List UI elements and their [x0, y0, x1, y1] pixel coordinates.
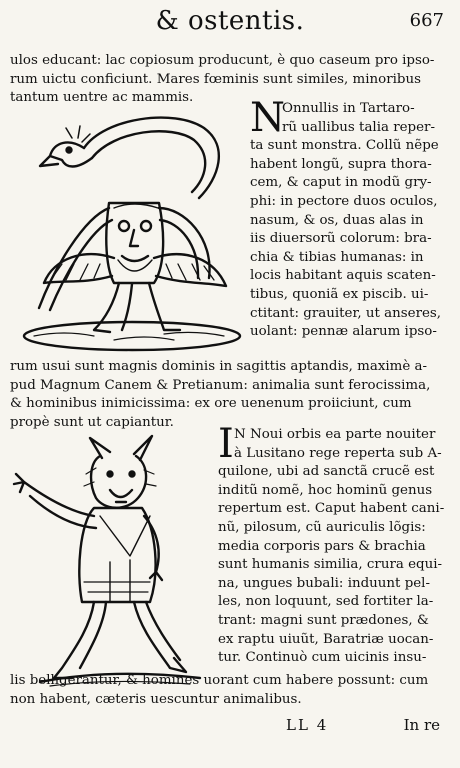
text-line: Onnullis in Tartaro- [282, 101, 415, 116]
signature-mark: LL 4 [286, 716, 329, 734]
text-line: repertum est. Caput habent cani- [218, 501, 445, 517]
dog-headed-man-woodcut-icon [10, 432, 210, 694]
text-line: uolant: pennæ alarum ipso- [250, 324, 437, 340]
text-line: chia & tibias humanas: in [250, 249, 424, 265]
text-line: trant: magni sunt prædones, & [218, 612, 429, 628]
text-line: ta sunt monstra. Collũ nẽpe [250, 138, 439, 154]
text-line: tur. Continuò cum uicinis insu- [218, 650, 427, 666]
text-line: tantum uentre ac mammis. [10, 90, 194, 106]
text-line: lis belligerantur, & homines uorant cum habere possunt: cum [10, 673, 429, 688]
text-line: habent longũ, supra thora- [250, 156, 432, 172]
page-footer [0, 716, 460, 746]
griffin-headed-monster-woodcut-icon [14, 108, 244, 358]
text-line: iis diuersorũ colorum: bra- [250, 231, 432, 247]
dropcap-i: I [218, 421, 234, 467]
text-line: na, ungues bubali: induunt pel- [218, 575, 430, 591]
section2-full-text [10, 672, 450, 709]
section2-column-text [218, 421, 454, 668]
text-line: les, non loquunt, sed fortiter la- [218, 594, 434, 610]
text-line: quilone, ubi ad sanctã crucẽ est [218, 464, 435, 480]
text-line: à Lusitano rege reperta sub A- [234, 445, 442, 461]
text-line: ulos educant: lac copiosum producunt, è quo caseum pro ipso- [10, 53, 435, 68]
text-line: rum usui sunt magnis dominis in sagittis aptandis, maximè a- [10, 359, 428, 374]
text-line: locis habitant aquis scaten- [250, 268, 436, 284]
text-line: & hominibus inimicissima: ex ore uenenum proiiciunt, cum [10, 396, 412, 412]
text-line: ex raptu uiuũt, Baratriæ uocan- [218, 631, 434, 647]
text-line: ctitant: grauiter, ut anseres, [250, 305, 442, 321]
text-line: rum uictu conficiunt. Mares fœminis sunt similes, minoribus [10, 71, 421, 87]
text-line: pud Magnum Canem & Pretianum: animalia sunt ferocissima, [10, 377, 431, 393]
text-line: propè sunt ut capiantur. [10, 414, 174, 430]
text-line: nũ, pilosum, cũ auriculis lõgis: [218, 519, 426, 535]
catchword: In re [403, 716, 440, 734]
text-line: inditũ nomẽ, hoc hominũ genus [218, 482, 433, 498]
text-line: tibus, quoniã ex piscib. ui- [250, 286, 429, 302]
text-line: non habent, cæteris uescuntur animalibus. [10, 691, 302, 707]
page-number: 667 [409, 10, 444, 31]
dropcap-n: N [250, 95, 285, 141]
text-line: rũ uallibus talia reper- [282, 119, 435, 135]
text-line: sunt humanis similia, crura equi- [218, 557, 443, 573]
text-line: media corporis pars & brachia [218, 538, 426, 554]
running-head: & ostentis. [155, 6, 305, 36]
text-line: nasum, & os, duas alas in [250, 212, 424, 228]
section1-column-text [250, 95, 455, 342]
text-line: N Noui orbis ea parte nouiter [234, 427, 436, 442]
text-line: phi: in pectore duos oculos, [250, 193, 438, 209]
text-line: cem, & caput in modũ gry- [250, 175, 432, 191]
